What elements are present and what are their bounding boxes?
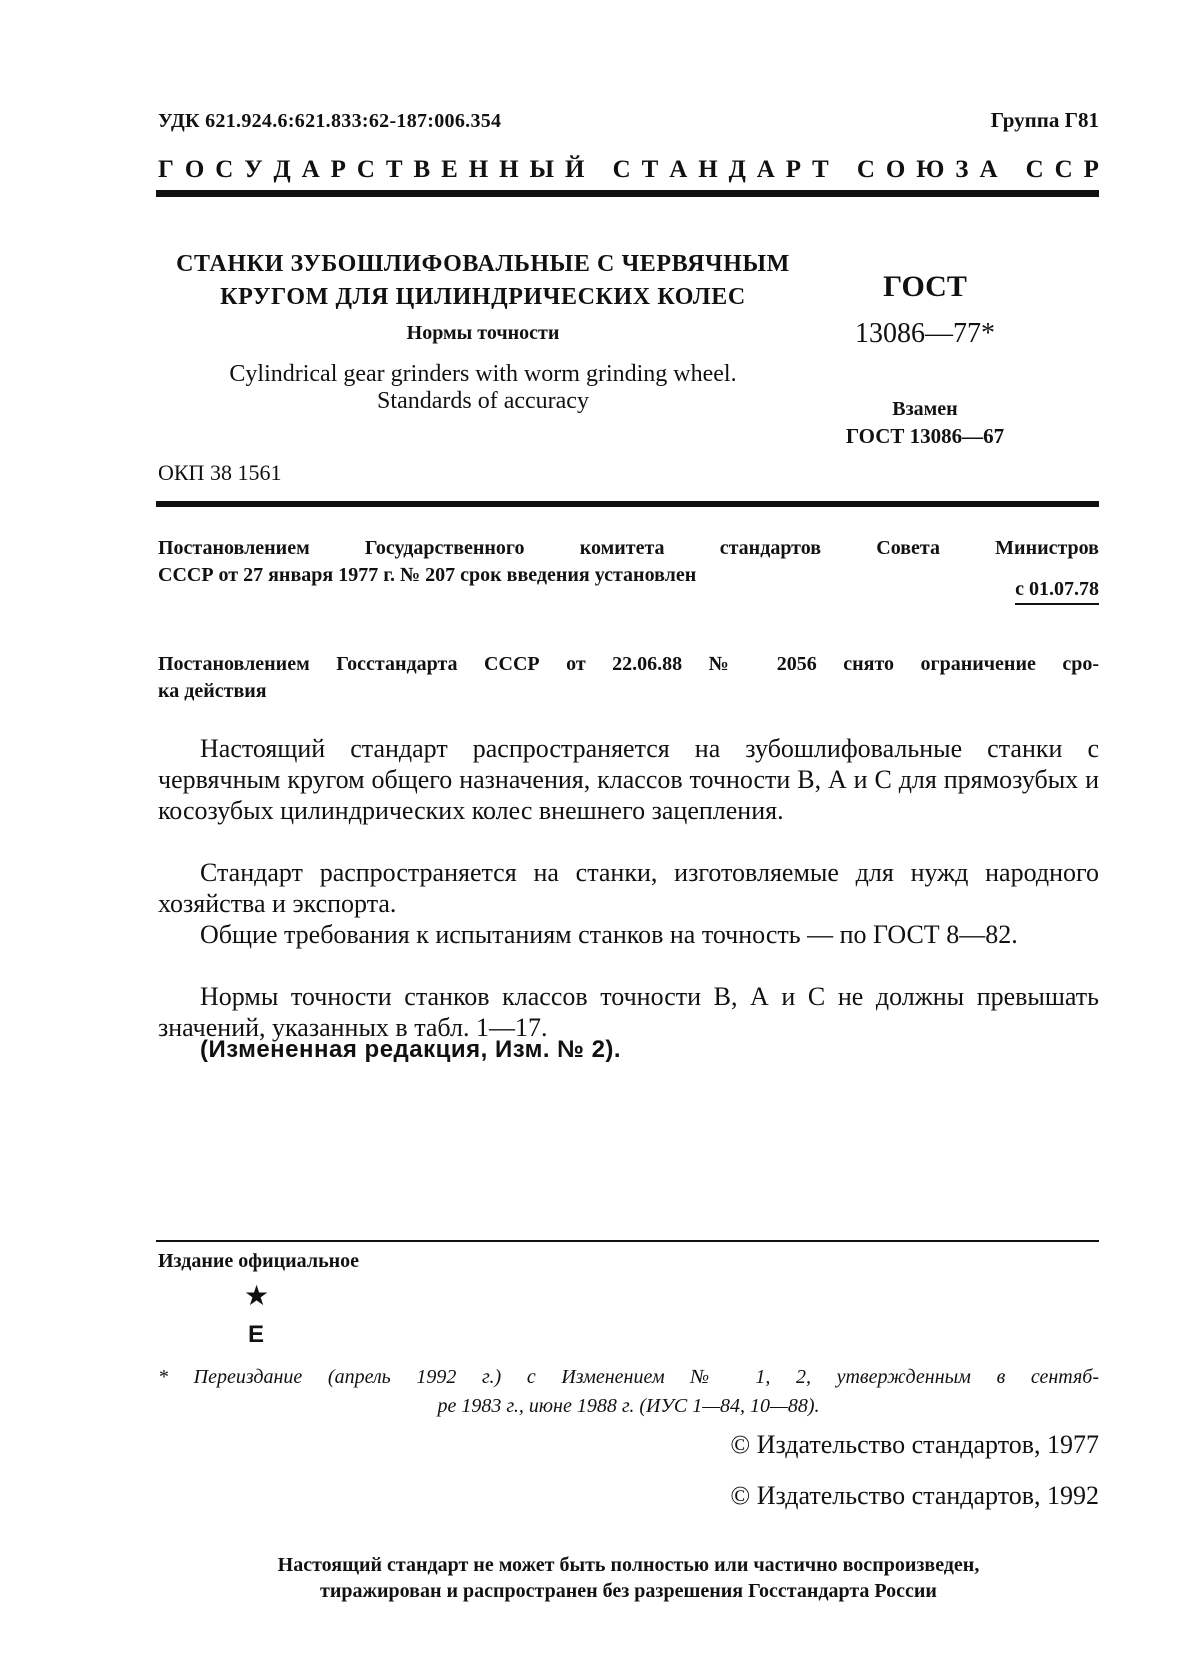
footer-rule <box>156 1240 1099 1242</box>
heading-letter: С <box>1054 156 1073 183</box>
decree-1-line-1: Постановлением Государственного комитета стандартов Совета Министров <box>158 537 1099 559</box>
heading-letter: Р <box>1083 156 1099 183</box>
heading-letter: С <box>1025 156 1044 183</box>
heading-letter: Н <box>499 156 519 183</box>
copyright-1992-text: Издательство стандартов, 1992 <box>756 1481 1099 1510</box>
heading-letter: С <box>856 156 875 183</box>
english-title-line-2: Standards of accuracy <box>377 388 589 414</box>
english-title-line-1: Cylindrical gear grinders with worm grinding wheel. <box>229 361 737 387</box>
heading-letter: А <box>979 156 998 183</box>
replaces-label: Взамен <box>892 398 958 420</box>
heading-letter: Д <box>728 156 746 183</box>
copyright-icon: © <box>730 1481 751 1510</box>
heading-letter: Р <box>330 156 346 183</box>
group-code: Группа Г81 <box>990 108 1099 132</box>
header-rule <box>156 190 1099 197</box>
heading-letter: Й <box>565 156 585 183</box>
state-standard-heading <box>158 156 1099 184</box>
okp-code: ОКП 38 1561 <box>158 460 282 485</box>
effective-date: с 01.07.78 <box>1015 578 1099 605</box>
heading-letter: С <box>356 156 375 183</box>
star-icon: ★ <box>244 1281 270 1312</box>
copyright-1977 <box>730 1430 1099 1460</box>
reissue-note <box>158 1363 1099 1421</box>
decree-1-line-2: СССР от 27 января 1977 г. № 207 срок введения установлен <box>158 564 697 586</box>
copyright-icon: © <box>730 1430 751 1459</box>
notice-line-2: тиражирован и распространен без разрешения Госстандарта России <box>320 1580 937 1602</box>
gost-label: ГОСТ <box>883 270 967 303</box>
notice-line-1: Настоящий стандарт не может быть полностью или частично воспроизведен, <box>277 1554 980 1576</box>
subtitle: Нормы точности <box>406 322 560 344</box>
heading-letter: Е <box>441 156 458 183</box>
heading-letter: Д <box>273 156 291 183</box>
reissue-note-line-2: ре 1983 г., июне 1988 г. (ИУС 1—84, 10—88). <box>437 1395 820 1417</box>
edition-letter: Е <box>248 1321 265 1348</box>
official-edition: Издание официальное <box>158 1250 360 1272</box>
heading-letter: Т <box>812 156 829 183</box>
reproduction-notice <box>158 1552 1099 1604</box>
heading-letter: А <box>301 156 320 183</box>
paragraph-scope: Настоящий стандарт распространяется на зубошлифовальные станки с червячным кругом общего назначения, классов точности В, А и С для прямозубых и косозубых цилиндрических колес внешнего зацепления. <box>158 734 1099 825</box>
title-line-1: СТАНКИ ЗУБОШЛИФОВАЛЬНЫЕ С ЧЕРВЯЧНЫМ <box>176 251 790 277</box>
heading-letter: Н <box>468 156 489 183</box>
heading-letter: У <box>244 156 263 183</box>
heading-letter: В <box>413 156 431 183</box>
heading-letter: Т <box>385 156 403 183</box>
decree-2-line-1: Постановлением Госстандарта СССР от 22.06.88 № 2056 снято ограничение сро- <box>158 653 1099 675</box>
udk-code: УДК 621.924.6:621.833:62-187:006.354 <box>158 110 502 132</box>
heading-letter <box>595 156 601 184</box>
heading-letter <box>1008 156 1014 184</box>
heading-letter: С <box>215 156 234 183</box>
heading-letter: З <box>955 156 969 183</box>
heading-letter: О <box>885 156 906 183</box>
heading-letter: Т <box>641 156 659 183</box>
heading-letter: Ы <box>529 156 555 183</box>
heading-letter: Г <box>158 156 174 183</box>
gost-number: 13086—77* <box>855 318 995 349</box>
heading-letter: С <box>612 156 631 183</box>
heading-letter: Ю <box>916 156 945 183</box>
section-rule <box>156 501 1099 507</box>
decree-2-line-2: ка действия <box>158 680 267 702</box>
heading-letter: Н <box>698 156 718 183</box>
paragraph-requirements: Общие требования к испытаниям станков на точность — по ГОСТ 8—82. <box>200 920 1018 949</box>
heading-letter: А <box>756 156 775 183</box>
heading-letter: А <box>669 156 688 183</box>
amendment-note: (Измененная редакция, Изм. № 2). <box>200 1036 622 1063</box>
copyright-1977-text: Издательство стандартов, 1977 <box>756 1430 1099 1459</box>
reissue-note-line-1: * Переиздание (апрель 1992 г.) с Изменением № 1, 2, утвержденным в сентяб- <box>158 1366 1099 1388</box>
copyright-1992 <box>730 1481 1099 1511</box>
paragraph-export: Стандарт распространяется на станки, изготовляемые для нужд народного хозяйства и экспорта. <box>158 858 1099 918</box>
title-line-2: КРУГОМ ДЛЯ ЦИЛИНДРИЧЕСКИХ КОЛЕС <box>220 284 746 310</box>
heading-letter <box>840 156 846 184</box>
heading-letter: Р <box>785 156 802 183</box>
heading-letter: О <box>184 156 205 183</box>
paragraph-norms: Нормы точности станков классов точности В, А и С не должны превышать значений, указанных в табл. 1—17. <box>158 982 1099 1042</box>
replaces-gost: ГОСТ 13086—67 <box>845 424 1005 448</box>
